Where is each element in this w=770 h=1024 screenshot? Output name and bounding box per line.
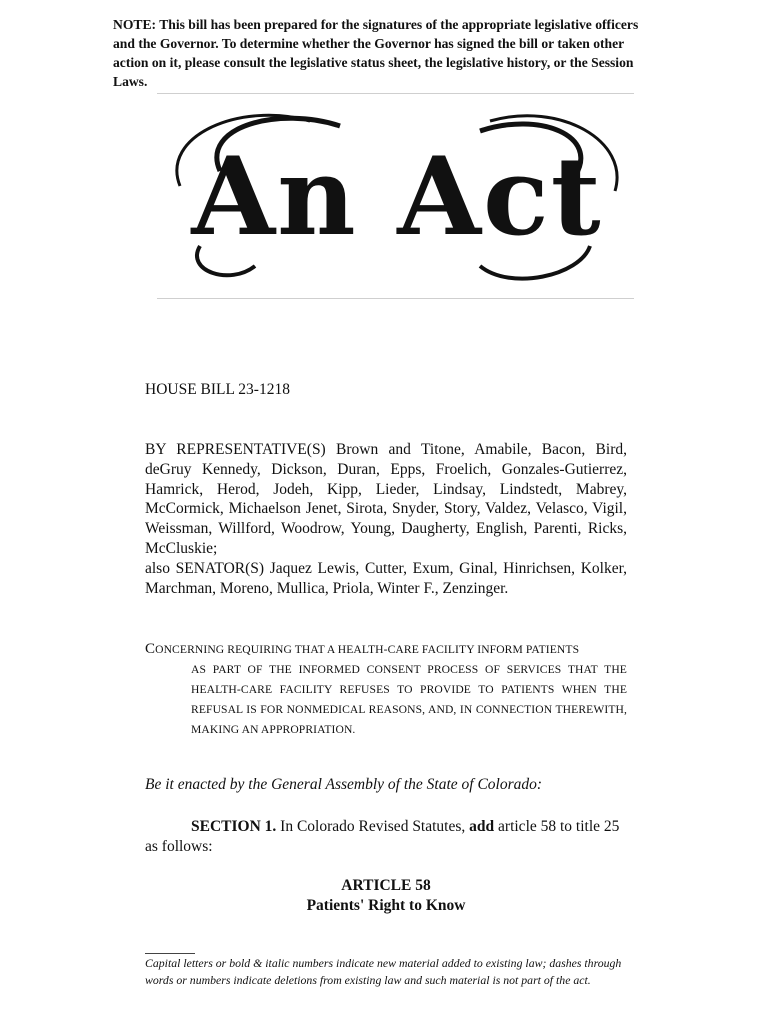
logo-top-divider [157,93,634,94]
bill-title-initial: C [145,641,156,657]
footnote-divider [145,953,195,954]
bill-title-first-line [145,639,627,660]
article-title: Patients' Right to Know [306,897,466,914]
article-number: ARTICLE 58 [341,877,431,894]
an-act-blackletter-logo [160,96,635,296]
enacting-clause: Be it enacted by the General Assembly of the State of Colorado: [145,776,543,793]
bill-title-first-line-text: ONCERNING REQUIRING THAT A HEALTH-CARE FACILITY INFORM PATIENTS [155,643,580,656]
section-1 [145,817,627,857]
bill-number: HOUSE BILL 23-1218 [145,381,290,398]
section-text-after: article 58 to title 25 as follows: [145,818,620,855]
logo-text: An Act [191,134,603,260]
bill-title [145,639,627,740]
logo-bottom-divider [157,298,634,299]
representatives-list: BY REPRESENTATIVE(S) Brown and Titone, Amabile, Bacon, Bird, deGruy Kennedy, Dickson, Duran, Epps, Froelich, Gonzales-Gutierrez, Hamrick, Herod, Jodeh, Kipp, Lieder, Lindsay, Lindstedt, Mabrey, McCormick, Michaelson Jenet, Sirota, Snyder, Story, Valdez, Velasco, Vigil, Weissman, Willford, Woodrow, Young, Daugherty, English, Parenti, Ricks, McCluskie; [145,441,627,557]
legislative-note: NOTE: This bill has been prepared for the signatures of the appropriate legislative officers and the Governor. To determine whether the Governor has signed the bill or taken other action on it, please consult the legislative status sheet, the legislative history, or the Session Laws. [113,17,639,89]
an-act-logo [160,96,635,296]
article-heading [145,876,627,916]
footnote: Capital letters or bold & italic numbers indicate new material added to existing law; dashes through words or numbers indicate deletions from existing law and such material is not part of the act. [145,956,622,987]
bill-title-continuation: AS PART OF THE INFORMED CONSENT PROCESS OF SERVICES THAT THE HEALTH-CARE FACILITY REFUSES TO PROVIDE TO PATIENTS WHEN THE REFUSAL IS FOR NONMEDICAL REASONS, AND, IN CONNECTION THEREWITH, MAKING AN APPROPRIATION. [191,663,627,736]
sponsors-block [145,440,627,598]
section-label: SECTION 1. [191,818,277,835]
senators-list: also SENATOR(S) Jaquez Lewis, Cutter, Exum, Ginal, Hinrichsen, Kolker, Marchman, Moreno, Mullica, Priola, Winter F., Zenzinger. [145,559,627,597]
section-keyword: add [469,818,495,835]
section-text-before: In Colorado Revised Statutes, [276,818,470,835]
